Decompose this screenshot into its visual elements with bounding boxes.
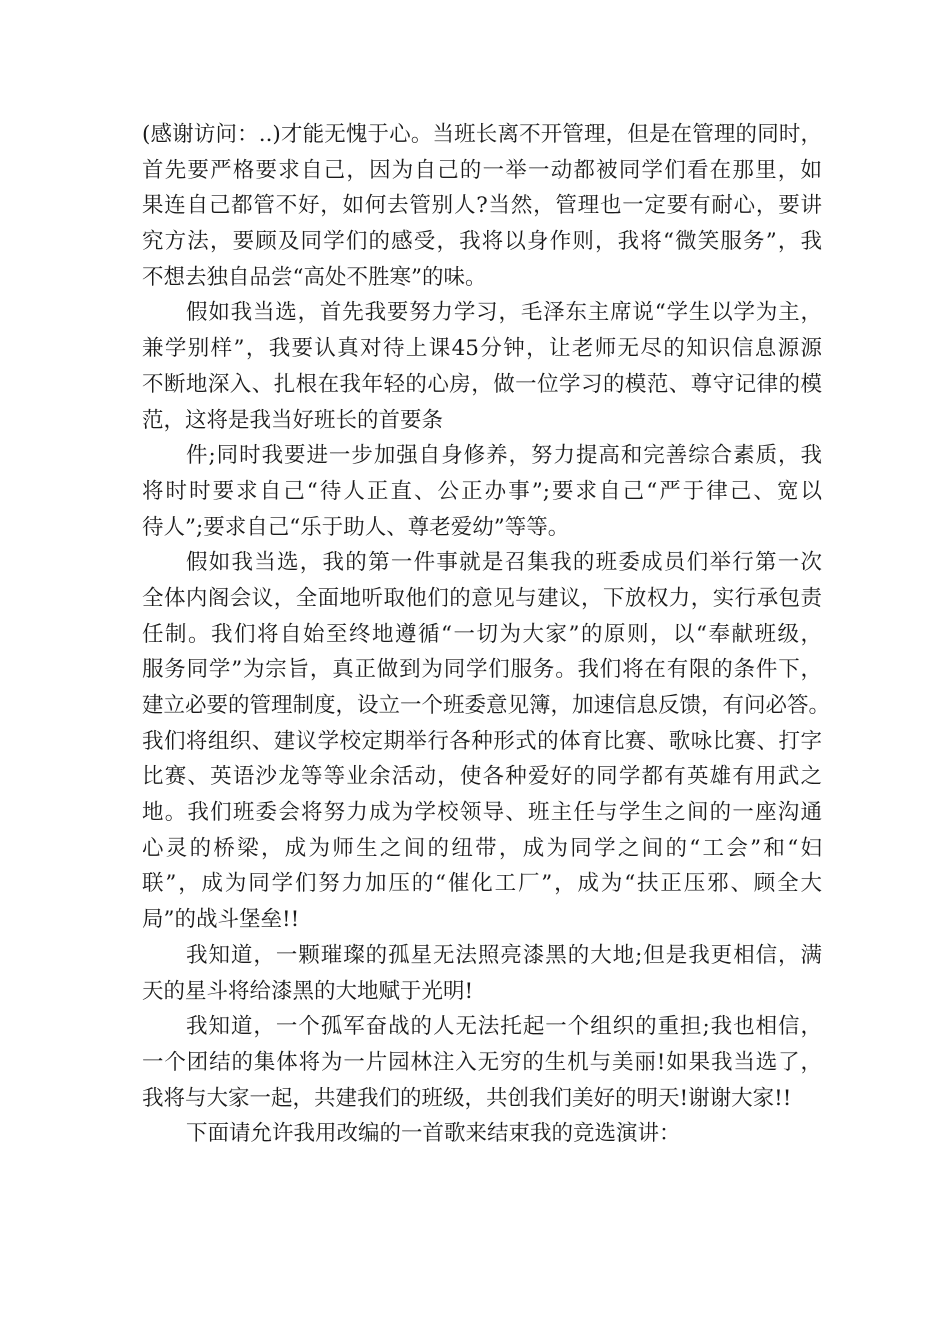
text-line: 果连自己都管不好，如何去管别人?当然，管理也一定要有耐心，要讲: [142, 193, 822, 219]
text-line: 比赛、英语沙龙等等业余活动，使各种爱好的同学都有英雄有用武之: [142, 764, 822, 790]
text-line: 我知道，一颗璀璨的孤星无法照亮漆黑的大地;但是我更相信，满: [186, 942, 822, 968]
text-line: (感谢访问：..)才能无愧于心。当班长离不开管理，但是在管理的同时，: [142, 122, 822, 147]
text-line: 任制。我们将自始至终地遵循“一切为大家”的原则，以“奉献班级，: [142, 621, 822, 647]
text-line: 联”，成为同学们努力加压的“催化工厂”，成为“扶正压邪、顾全大: [142, 871, 822, 897]
text-line: 一个团结的集体将为一片园林注入无穷的生机与美丽!如果我当选了，: [142, 1049, 822, 1075]
text-line: 全体内阁会议，全面地听取他们的意见与建议，下放权力，实行承包责: [142, 585, 822, 611]
text-line: 假如我当选，首先我要努力学习，毛泽东主席说“学生以学为主，: [186, 300, 822, 326]
text-line: 首先要严格要求自己，因为自己的一举一动都被同学们看在那里，如: [142, 157, 822, 183]
text-line: 假如我当选，我的第一件事就是召集我的班委成员们举行第一次: [186, 550, 822, 576]
text-line: 待人”;要求自己“乐于助人、尊老爱幼”等等。: [142, 514, 570, 540]
text-line: 将时时要求自己“待人正直、公正办事”;要求自己“严于律己、宽以: [142, 478, 822, 504]
document-body: [142, 117, 831, 1152]
text-line: 兼学别样”，我要认真对待上课45分钟，让老师无尽的知识信息源源: [142, 336, 822, 362]
text-line: 下面请允许我用改编的一首歌来结束我的竞选演讲：: [186, 1121, 681, 1147]
text-line: 地。我们班委会将努力成为学校领导、班主任与学生之间的一座沟通: [142, 800, 822, 826]
text-line: 心灵的桥梁，成为师生之间的纽带，成为同学之间的“工会”和“妇: [142, 835, 822, 861]
text-line: 服务同学”为宗旨，真正做到为同学们服务。我们将在有限的条件下，: [142, 657, 822, 683]
text-line: 不想去独自品尝“高处不胜寒”的味。: [142, 264, 487, 290]
text-line: 天的星斗将给漆黑的大地赋于光明!: [142, 978, 474, 1004]
text-line: 范，这将是我当好班长的首要条: [142, 407, 444, 433]
text-line: 我们将组织、建议学校定期举行各种形式的体育比赛、歌咏比赛、打字: [142, 728, 822, 754]
text-line: 我知道，一个孤军奋战的人无法托起一个组织的重担;我也相信，: [186, 1014, 822, 1040]
text-line: 不断地深入、扎根在我年轻的心房，做一位学习的模范、尊守记律的模: [142, 371, 822, 397]
text-line: 局”的战斗堡垒!!: [142, 907, 300, 933]
text-line: 我将与大家一起，共建我们的班级，共创我们美好的明天!谢谢大家!!: [142, 1085, 792, 1111]
text-line: 究方法，要顾及同学们的感受，我将以身作则，我将“微笑服务”，我: [142, 229, 822, 255]
text-line: 件;同时我要进一步加强自身修养，努力提高和完善综合素质，我: [186, 443, 822, 469]
text-line: 建立必要的管理制度，设立一个班委意见簿，加速信息反馈，有问必答。: [142, 693, 831, 718]
